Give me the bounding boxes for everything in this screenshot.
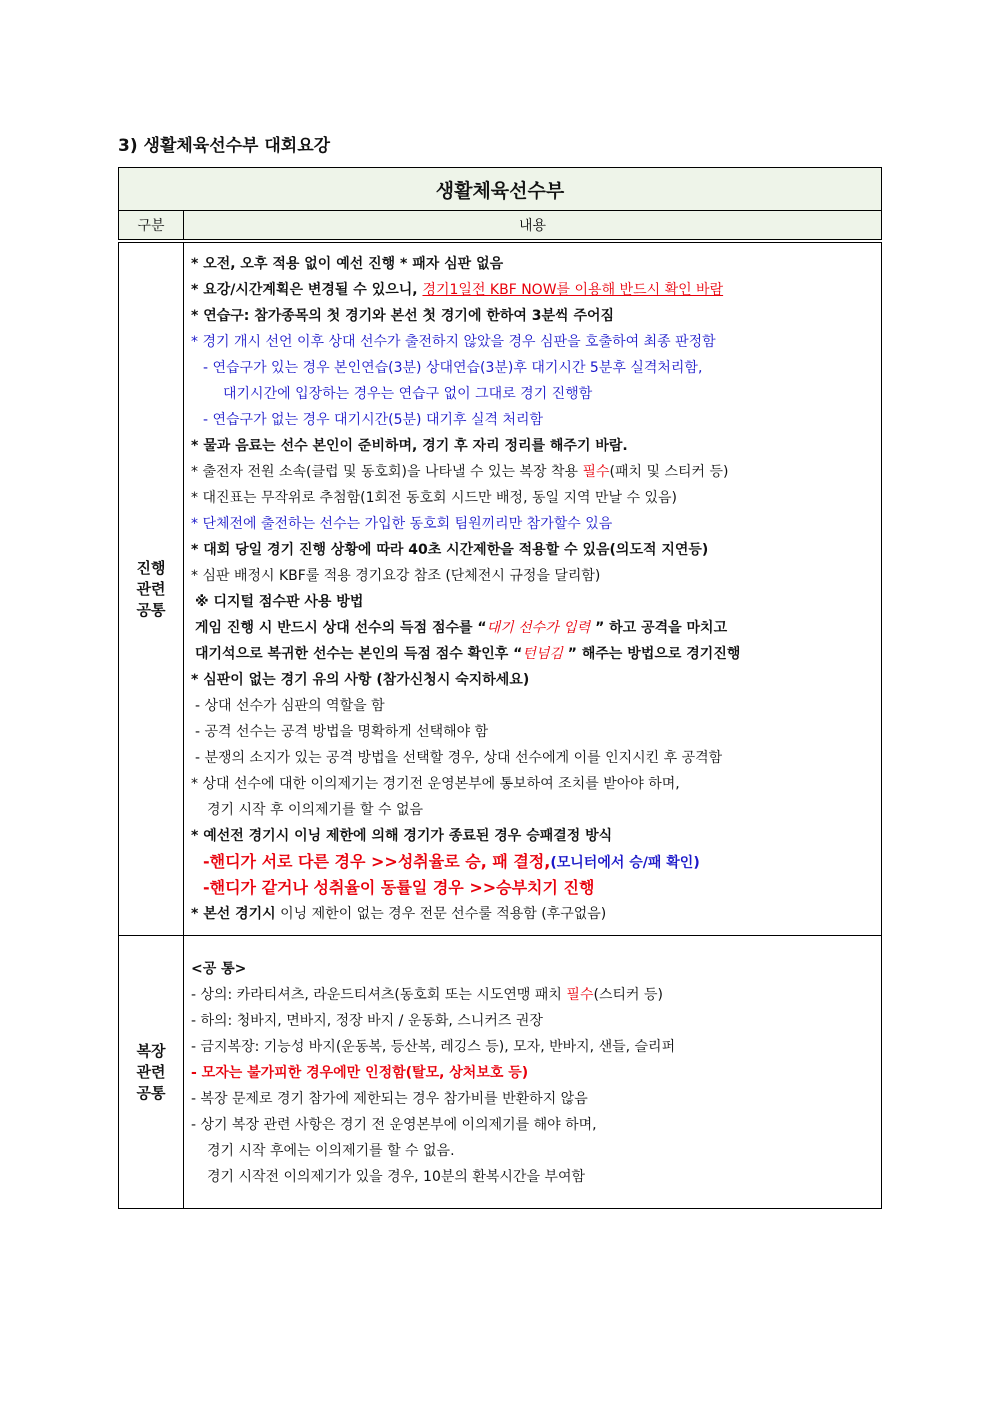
text-run: - 모자는 불가피한 경우에만 인정함(탈모, 상처보호 등) bbox=[191, 1065, 529, 1081]
text-run: ” 해주는 방법으로 경기진행 bbox=[562, 646, 741, 662]
content-line bbox=[191, 303, 881, 329]
text-run: * 본선 경기시 bbox=[191, 906, 276, 922]
content-line bbox=[191, 849, 881, 875]
text-run: * 예선전 경기시 이닝 제한에 의해 경기가 종료된 경우 승패결정 방식 bbox=[191, 828, 613, 844]
row-label-line: 공통 bbox=[136, 1083, 166, 1102]
content-line bbox=[191, 1086, 881, 1112]
text-run: ※ 디지털 점수판 사용 방법 bbox=[195, 594, 364, 610]
row-label bbox=[119, 243, 184, 936]
text-run: 경기 시작전 이의제기가 있을 경우, 10분의 환복시간을 부여함 bbox=[207, 1169, 585, 1185]
text-run: * 물과 음료는 선수 본인이 준비하며, 경기 후 자리 정리를 해주기 바람. bbox=[191, 438, 628, 454]
content-line bbox=[191, 823, 881, 849]
content-lines bbox=[184, 936, 881, 1208]
text-run: * 오전, 오후 적용 없이 예선 진행 * 패자 심판 없음 bbox=[191, 256, 504, 272]
content-line bbox=[191, 956, 881, 982]
text-run: * 연습구: 참가종목의 첫 경기와 본선 첫 경기에 한하여 3분씩 주어짐 bbox=[191, 308, 615, 324]
table-row bbox=[119, 936, 882, 1209]
row-label-line: 관련 bbox=[136, 1062, 166, 1081]
content-line bbox=[191, 355, 881, 381]
text-run: (패치 및 스티커 등) bbox=[609, 464, 729, 480]
text-run: * 요강/시간계획은 변경될 수 있으니, bbox=[191, 282, 423, 298]
content-line bbox=[191, 719, 881, 745]
content-line bbox=[191, 407, 881, 433]
text-run: - 상의: 카라티셔츠, 라운드티셔츠(동호회 또는 시도연맹 패치 bbox=[191, 987, 567, 1003]
content-line bbox=[191, 485, 881, 511]
text-run: 필수 bbox=[582, 464, 610, 480]
table-title: 생활체육선수부 bbox=[119, 168, 882, 211]
content-line bbox=[191, 459, 881, 485]
text-run: * 출전자 전원 소속(클럽 및 동호회)을 나타낼 수 있는 복장 착용 bbox=[191, 464, 583, 480]
text-run: - 공격 선수는 공격 방법을 명확하게 선택해야 함 bbox=[195, 724, 489, 740]
row-label-line: 진행 bbox=[136, 558, 166, 577]
text-run: * 심판 배정시 KBF룰 적용 경기요강 참조 (단체전시 규정을 달리함) bbox=[191, 568, 601, 584]
text-run: - 분쟁의 소지가 있는 공격 방법을 선택할 경우, 상대 선수에게 이를 인지시킨 후 공격함 bbox=[195, 750, 723, 766]
content-line bbox=[191, 1034, 881, 1060]
text-run: * 심판이 없는 경기 유의 사항 (참가신청시 숙지하세요) bbox=[191, 672, 530, 688]
row-label-line: 공통 bbox=[136, 600, 166, 619]
content-line bbox=[191, 251, 881, 277]
content-line bbox=[191, 797, 881, 823]
content-line bbox=[191, 771, 881, 797]
content-line bbox=[191, 277, 881, 303]
content-line bbox=[191, 901, 881, 927]
text-run: - 상대 선수가 심판의 역할을 함 bbox=[195, 698, 385, 714]
text-run: ” 하고 공격을 마치고 bbox=[590, 620, 728, 636]
row-content bbox=[184, 243, 882, 936]
text-run: -핸디가 서로 다른 경우 >>성취율로 승, 패 결정, bbox=[203, 852, 551, 871]
content-line bbox=[191, 641, 881, 667]
text-run: - 연습구가 있는 경우 본인연습(3분) 상대연습(3분)후 대기시간 5분후 실격처리함, bbox=[203, 360, 703, 376]
text-run: * 대회 당일 경기 진행 상황에 따라 40초 시간제한을 적용할 수 있음(의도적 지연등) bbox=[191, 542, 709, 558]
text-run: 이닝 제한이 없는 경우 전문 선수룰 적용함 (후구없음) bbox=[275, 906, 607, 922]
content-line bbox=[191, 563, 881, 589]
content-line bbox=[191, 745, 881, 771]
content-line bbox=[191, 1008, 881, 1034]
text-run: 대기석으로 복귀한 선수는 본인의 득점 점수 확인후 “ bbox=[195, 646, 523, 662]
text-run: 대기시간에 입장하는 경우는 연습구 없이 그대로 경기 진행함 bbox=[223, 386, 593, 402]
content-line bbox=[191, 1112, 881, 1138]
rules-table bbox=[118, 167, 882, 1209]
text-run: (모니터에서 승/패 확인) bbox=[550, 855, 700, 871]
content-line bbox=[191, 667, 881, 693]
content-lines bbox=[184, 243, 881, 935]
text-run: * 경기 개시 선언 이후 상대 선수가 출전하지 않았을 경우 심판을 호출하여 최종 판정함 bbox=[191, 334, 716, 350]
content-line bbox=[191, 537, 881, 563]
content-line bbox=[191, 511, 881, 537]
text-run: - 복장 문제로 경기 참가에 제한되는 경우 참가비를 반환하지 않음 bbox=[191, 1091, 588, 1107]
text-run: - 연습구가 없는 경우 대기시간(5분) 대기후 실격 처리함 bbox=[203, 412, 544, 428]
text-run: - 상기 복장 관련 사항은 경기 전 운영본부에 이의제기를 해야 하며, bbox=[191, 1117, 597, 1133]
text-run: 경기1일전 KBF NOW를 이용해 반드시 확인 바람 bbox=[422, 282, 724, 298]
text-run: 경기 시작 후에는 이의제기를 할 수 없음. bbox=[207, 1143, 455, 1159]
content-line bbox=[191, 381, 881, 407]
content-line bbox=[191, 329, 881, 355]
text-run: 대기 선수가 입력 bbox=[486, 620, 591, 636]
table-title-row bbox=[119, 168, 882, 211]
text-run: - 금지복장: 기능성 바지(운동복, 등산복, 레깅스 등), 모자, 반바지, 샌들, 슬리퍼 bbox=[191, 1039, 676, 1055]
content-line bbox=[191, 875, 881, 901]
content-line bbox=[191, 1060, 881, 1086]
text-run: - 하의: 청바지, 면바지, 정장 바지 / 운동화, 스니커즈 권장 bbox=[191, 1013, 543, 1029]
text-run: 게임 진행 시 반드시 상대 선수의 득점 점수를 “ bbox=[195, 620, 487, 636]
row-label-line: 관련 bbox=[136, 579, 166, 598]
text-run: 경기 시작 후 이의제기를 할 수 없음 bbox=[207, 802, 424, 818]
text-run: * 대진표는 무작위로 추첨함(1회전 동호회 시드만 배정, 동일 지역 만날 수 있음) bbox=[191, 490, 677, 506]
text-run: 턴넘김 bbox=[522, 646, 563, 662]
content-line bbox=[191, 589, 881, 615]
text-run: -핸디가 같거나 성취율이 동률일 경우 >>승부치기 진행 bbox=[203, 878, 595, 897]
table-header-row bbox=[119, 211, 882, 240]
text-run: * 상대 선수에 대한 이의제기는 경기전 운영본부에 통보하여 조치를 받아야 하며, bbox=[191, 776, 680, 792]
text-run: (스티커 등) bbox=[593, 987, 663, 1003]
section-title: 3) 생활체육선수부 대회요강 bbox=[118, 136, 331, 156]
content-line bbox=[191, 693, 881, 719]
col-header-category: 구분 bbox=[119, 211, 184, 240]
content-line bbox=[191, 615, 881, 641]
content-line bbox=[191, 982, 881, 1008]
table-row bbox=[119, 243, 882, 936]
text-run: * 단체전에 출전하는 선수는 가입한 동호회 팀원끼리만 참가할수 있음 bbox=[191, 516, 613, 532]
row-content bbox=[184, 936, 882, 1209]
row-label-line: 복장 bbox=[136, 1041, 166, 1060]
text-run: 필수 bbox=[566, 987, 594, 1003]
content-line bbox=[191, 1138, 881, 1164]
col-header-content: 내용 bbox=[184, 211, 882, 240]
row-label bbox=[119, 936, 184, 1209]
content-line bbox=[191, 433, 881, 459]
text-run: <공 통> bbox=[191, 961, 247, 977]
content-line bbox=[191, 1164, 881, 1190]
